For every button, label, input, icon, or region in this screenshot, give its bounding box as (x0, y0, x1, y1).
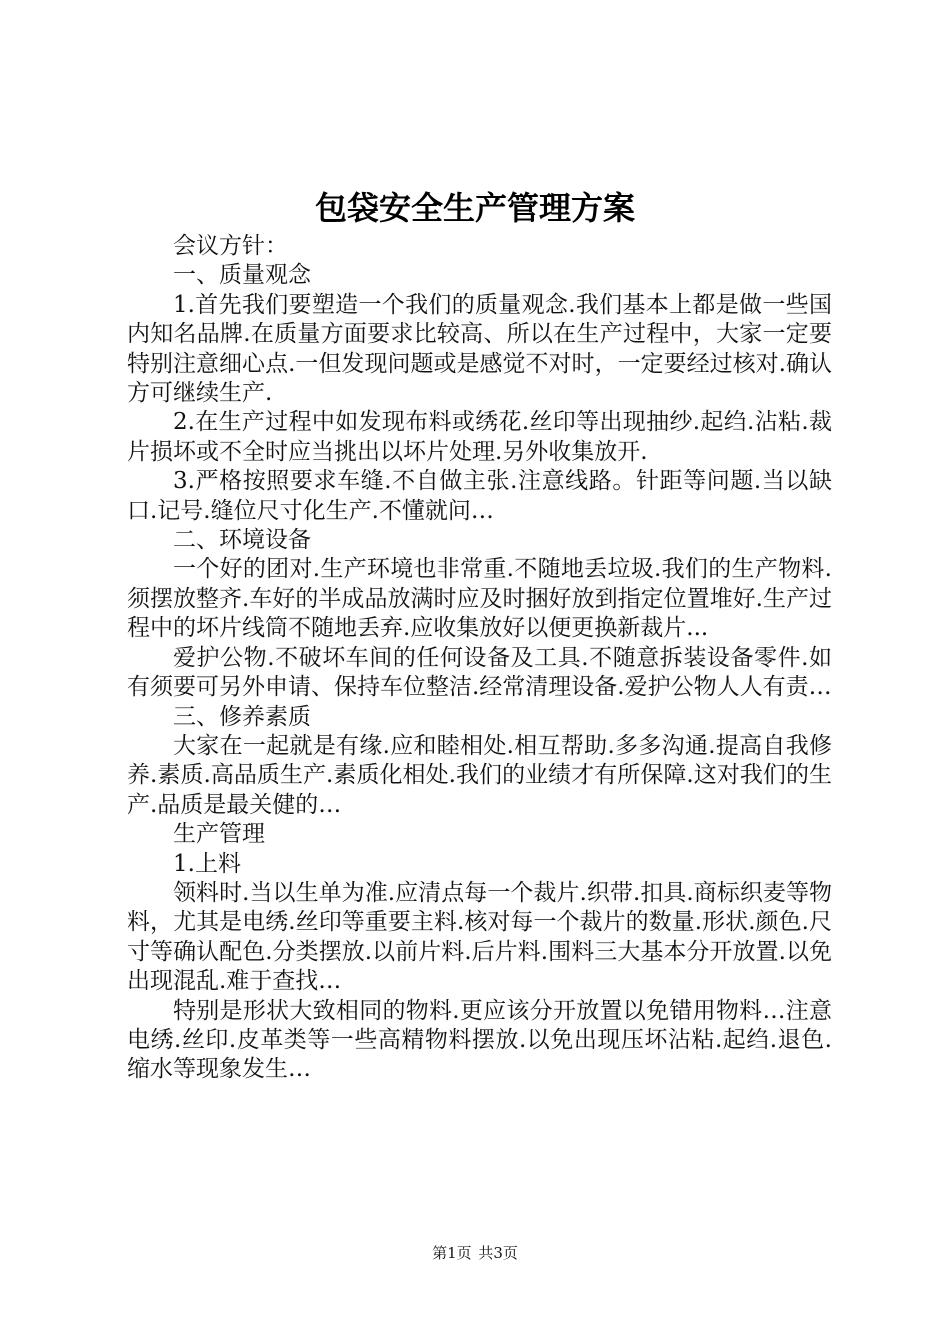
heading-feeding: 1.上料 (173, 850, 241, 877)
paragraph-cultivation: 大家在一起就是有缘.应和睦相处.相互帮助.多多沟通.提高自我修养.素质.高品质生产.素质化相处.我们的业绩才有所保障.这对我们的生产.品质是最关健的… (127, 732, 832, 818)
heading-quality-concept: 一、质量观念 (173, 262, 311, 289)
paragraph-meeting-policy: 会议方针： (173, 233, 288, 259)
paragraph-environment-1: 一个好的团对.生产环境也非常重.不随地丢垃圾.我们的生产物料.须摆放整齐.车好的半成品放满时应及时捆好放到指定位置堆好.生产过程中的坏片线筒不随地丢弃.应收集放好以便更换新裁片... (127, 556, 832, 642)
page-total: 共3页 (478, 1244, 518, 1262)
page-footer (0, 1243, 950, 1263)
document-body (127, 232, 832, 1085)
paragraph-environment-2: 爱护公物.不破坏车间的任何设备及工具.不随意拆装设备零件.如有须要可另外申请、保持车位整洁.经常清理设备.爱护公物人人有责… (127, 644, 832, 701)
heading-cultivation-quality: 三、修养素质 (173, 703, 311, 730)
document-title: 包袋安全生产管理方案 (314, 189, 635, 227)
heading-environment-equipment: 二、环境设备 (173, 527, 311, 554)
paragraph-quality-2: 2.在生产过程中如发现布料或绣花.丝印等出现抽纱.起绉.沾粘.裁片损坏或不全时应当挑出以坏片处理.另外收集放开. (127, 409, 832, 465)
heading-production-management: 生产管理 (173, 821, 265, 848)
page-number: 第1页 (432, 1244, 472, 1262)
paragraph-quality-1: 1.首先我们要塑造一个我们的质量观念.我们基本上都是做一些国内知名品牌.在质量方面要求比较高、所以在生产过程中，大家一定要特别注意细心点.一但发现问题或是感觉不对时，一定要经过核对.确认方可继续生产. (127, 291, 832, 407)
paragraph-quality-3: 3.严格按照要求车缝.不自做主张.注意线路。针距等问题.当以缺口.记号.缝位尺寸化生产.不懂就问… (127, 468, 832, 524)
paragraph-feeding-1: 领料时.当以生单为准.应清点每一个裁片.织带.扣具.商标织麦等物料，尤其是电绣.丝印等重要主料.核对每一个裁片的数量.形状.颜色.尺寸等确认配色.分类摆放.以前片料.后片料.围料三大基本分开放置.以免出现混乱.难于查找… (127, 879, 832, 995)
paragraph-feeding-2: 特别是形状大致相同的物料.更应该分开放置以免错用物料…注意电绣.丝印.皮革类等一些高精物料摆放.以免出现压坏沾粘.起绉.退色.缩水等现象发生… (127, 997, 832, 1083)
